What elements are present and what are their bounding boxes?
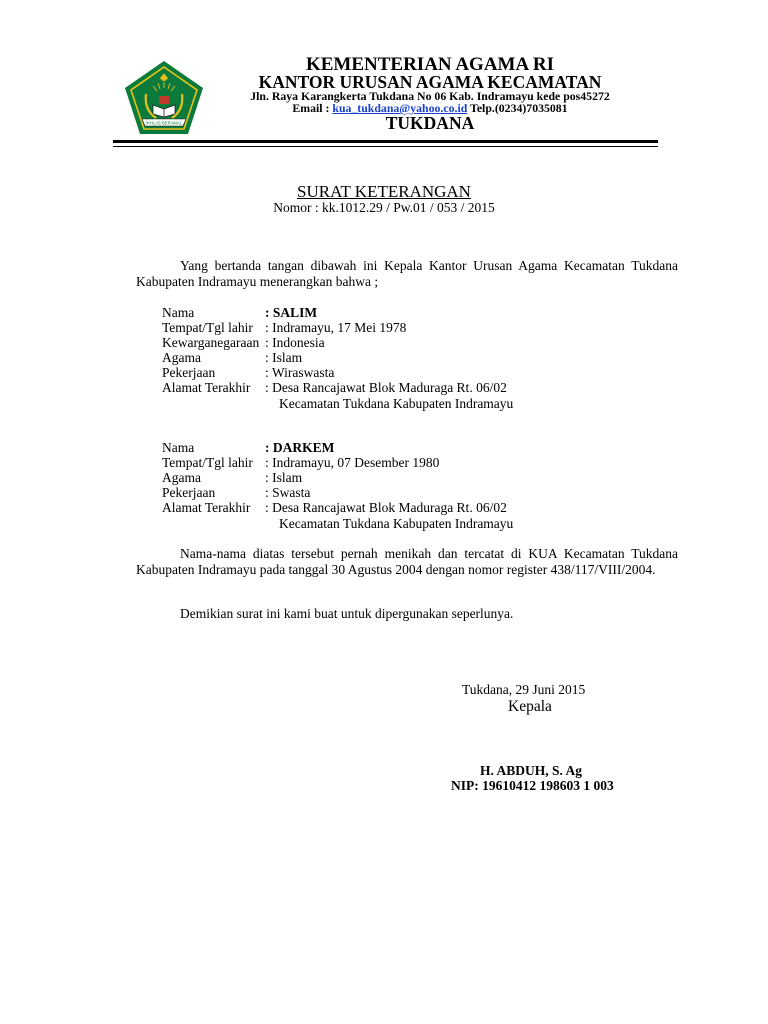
office-phone: Telp.(0234)7035081 [470,101,568,115]
field-value: : SALIM [265,305,318,320]
field-value: : Wiraswasta [265,365,335,380]
office-address: Jln. Raya Karangkerta Tukdana No 06 Kab. Indramayu kede pos45272 [250,89,610,103]
letter-title: SURAT KETERANGAN [297,182,471,201]
field-value: : Indonesia [265,335,325,350]
field-label: Kewarganegaraan [162,335,260,350]
office-name: KANTOR URUSAN AGAMA KECAMATAN [258,72,602,92]
header-rule-thin [113,146,658,147]
logo-motto: IKHLAS BERAMAL [145,120,183,126]
field-label: Nama [162,440,195,455]
office-district: TUKDANA [385,113,475,133]
ministry-name: KEMENTERIAN AGAMA RI [305,54,555,75]
field-value: : Indramayu, 07 Desember 1980 [265,455,440,470]
letter-number: Nomor : kk.1012.29 / Pw.01 / 053 / 2015 [273,200,495,215]
field-value: : Islam [265,350,303,365]
field-value: : DARKEM [265,440,335,455]
field-label: Alamat Terakhir [162,380,251,395]
field-label: Agama [162,470,201,485]
field-label: Pekerjaan [162,365,216,380]
closing-paragraph: Demikian surat ini kami buat untuk dipergunakan seperlunya. [180,606,514,621]
intro-paragraph: Yang bertanda tangan dibawah ini Kepala Kantor Urusan Agama Kecamatan Tukdana Kabupaten Indramayu menerangkan bahwa ; [136,258,678,289]
field-value: : Desa Rancajawat Blok Maduraga Rt. 06/02 [265,500,507,515]
field-value: : Islam [265,470,303,485]
field-label: Alamat Terakhir [162,500,251,515]
body-paragraph: Nama-nama diatas tersebut pernah menikah dan tercatat di KUA Kecamatan Tukdana Kabupaten Indramayu pada tanggal 30 Agustus 2004 dengan nomor register 438/117/VIII/2004. [136,546,678,577]
field-label: Tempat/Tgl lahir [162,455,253,470]
field-value: : Indramayu, 17 Mei 1978 [265,320,407,335]
field-label: Tempat/Tgl lahir [162,320,253,335]
person2-address-continued: Kecamatan Tukdana Kabupaten Indramayu [279,516,514,531]
field-label: Agama [162,350,201,365]
person1-address-continued: Kecamatan Tukdana Kabupaten Indramayu [279,396,514,411]
signature-role: Kepala [508,698,552,715]
field-value: : Swasta [265,485,311,500]
header-rule-thick [113,140,658,143]
field-value: : Desa Rancajawat Blok Maduraga Rt. 06/02 [265,380,507,395]
field-label: Nama [162,305,195,320]
signatory-name: H. ABDUH, S. Ag [480,763,583,778]
email-link[interactable]: kua_tukdana@yahoo.co.id [332,101,468,115]
signatory-nip: NIP: 19610412 198603 1 003 [451,778,614,793]
email-label: Email : [292,101,333,115]
signature-place-date: Tukdana, 29 Juni 2015 [462,682,586,697]
field-label: Pekerjaan [162,485,216,500]
